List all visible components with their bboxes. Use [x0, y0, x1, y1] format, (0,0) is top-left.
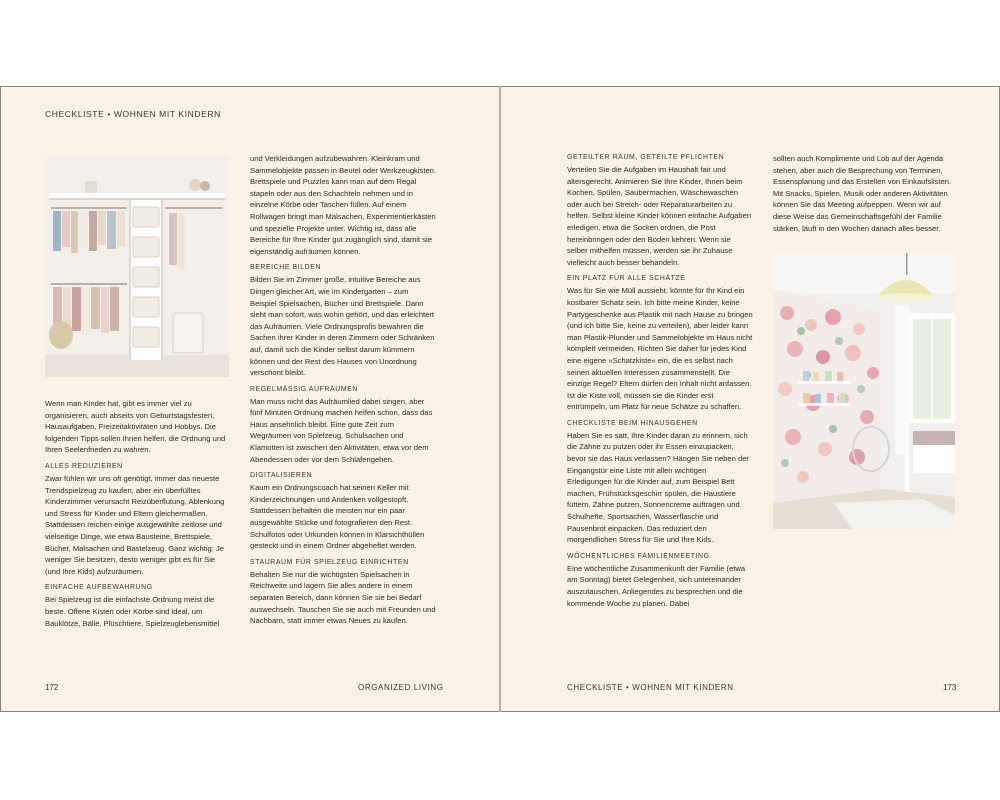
- left-column-1: [45, 398, 231, 629]
- section-heading: DIGITALISIEREN: [250, 472, 313, 480]
- section-body: Was für Sie wie Müll aussieht, könnte für Ihr Kind ein kostbarer Schatz sein. Ich bitte meine Kinder, keine Partygeschenke aus Plastik mit nach Hause zu bringen (und ich bitte Sie, keine zu verteilen), aber leider kann man Plastik-Plunder und Sammelobjekte im Haus nicht komplett vermeiden. Richten Sie daher für jedes Kind eine eigene »Schatzkiste« ein, die es selbst nach seinen aktuellen Interessen zusammenstellt. Die einzige Regel? Eltern dürfen den Inhalt nicht anfassen. Ist die Kiste voll, müssen sie die Kinder erst entrümpeln, um Platz für neue Schätze zu schaffen.: [567, 286, 753, 412]
- running-foot-right: CHECKLISTE • WOHNEN MIT KINDERN: [567, 683, 734, 692]
- page-number-left: 172: [45, 683, 59, 692]
- closet-photo: [45, 155, 229, 377]
- section-body: Bei Spielzeug ist die einfachste Ordnung meist die beste. Offene Kisten oder Körbe sind ideal, um Bauklötze, Bälle, Plüschtiere, Spielzeuglebensmittel: [45, 595, 220, 628]
- section-body: Kaum ein Ordnungscoach hat seinen Keller mit Kinderzeichnungen und Andenken vollgestopft. Stattdessen behalten die meisten nur ein paar ausgewählte Stücke und fotografieren den Rest. Schulfotos oder Urkunden können in Klarsichthüllen gesteckt und in einem Ordner abgeheftet werden.: [250, 483, 425, 551]
- section-heading: ALLES REDUZIEREN: [45, 462, 123, 470]
- section-body: Zwar fühlen wir uns oft genötigt, immer das neueste Trendspielzeug zu kaufen, aber ein überfülltes Kinderzimmer verursacht Reizüberflutung, Ablenkung und Stress für Kinder und Eltern gleichermaßen. Stattdessen reichen einige ausgewählte zeitlose und vielseitige Dinge, wie etwa Bausteine, Brettspiele, Bücher, Malsachen und Bastelzeug. Ganz wichtig: Je weniger Sie besitzen, desto weniger gibt es für Sie (und Ihre Kids) aufzuräumen.: [45, 473, 225, 576]
- left-column-2: [250, 153, 436, 627]
- left-page: [0, 86, 501, 712]
- nursery-illustration: [773, 253, 955, 529]
- page-number-right: 173: [943, 683, 957, 692]
- continued-paragraph: und Verkleidungen aufzubewahren. Kleinkram und Sammelobjekte passen in Beutel oder Werkzeugkisten. Brettspiele und Puzzles kann man auf dem Regal stapeln oder aus den Schachteln nehmen und in einzelne Körbe oder Taschen füllen. Auf einem Rollwagen bringt man Malsachen, Experimentierkästen und spezielle Projekte unter. Wichtig ist, dass alle Bereiche für Ihre Kinder gut zugänglich sind, damit sie eigenständig aufräumen können.: [250, 154, 437, 256]
- section-heading: EINFACHE AUFBEWAHRUNG: [45, 584, 153, 592]
- section-body: Bilden Sie im Zimmer große, intuitive Bereiche aus Dingen gleicher Art, wie im Kindergarten – zum Beispiel Spielsachen, Bücher und Brettspiele. Dann sieht man sofort, was wohin gehört, und das erleichtert das Aufräumen. Viele Ordnungsprofis bewahren die Sachen ihrer Kinder in deren Zimmern oder Schränken auf, damit sich die Kinder selbst darum kümmern können und der Rest des Hauses von Unordnung verschont bleibt.: [250, 275, 435, 378]
- nursery-photo: [773, 253, 955, 529]
- book-spine-gutter: [499, 86, 501, 712]
- section-body: Eine wöchentliche Zusammenkunft der Familie (etwa am Sonntag) bietet Gelegenheit, sich untereinander auszutauschen, Anliegendes zu besprechen und die kommende Woche zu planen. Dabei: [567, 563, 746, 608]
- right-page: [500, 86, 1000, 712]
- running-head-left: CHECKLISTE • WOHNEN MIT KINDERN: [45, 109, 221, 119]
- section-body: Behalten Sie nur die wichtigsten Spielsachen in Reichweite und lagern Sie alles andere in einem separaten Bereich, dann können Sie sie bei Bedarf auswechseln. Tauschen Sie sie auch mit Freunden und Nachbarn, statt immer etwas Neues zu kaufen.: [250, 569, 436, 626]
- section-heading: EIN PLATZ FÜR ALLE SCHÄTZE: [567, 275, 686, 283]
- continued-paragraph: sollten auch Komplimente und Lob auf der Agenda stehen, aber auch die Besprechung von Terminen, Essensplanung und das Erstellen von Einkaufslisten. Mit Snacks, Spielen, Musik oder anderen Aktivitäten können Sie das Meeting aufpeppen. Wenn wir auf diese Weise das Gemeinschaftsgefühl der Familie stärken, läuft in den Wochen danach alles besser.: [773, 154, 952, 233]
- book-title-footer: ORGANIZED LIVING: [358, 683, 444, 692]
- section-heading: GETEILTER RAUM, GETEILTE PFLICHTEN: [567, 154, 725, 161]
- closet-illustration: [45, 155, 229, 377]
- section-heading: WÖCHENTLICHES FAMILIENMEETING: [567, 552, 710, 560]
- section-heading: STAURAUM FÜR SPIELZEUG EINRICHTEN: [250, 558, 409, 566]
- section-body: Verteilen Sie die Aufgaben im Haushalt fair und altersgerecht. Animieren Sie Ihre Kinder, Ihnen beim Kochen, Spülen, Saubermachen, Wäschewaschen oder auch bei Streich- oder Reparaturarbeiten zu helfen. Selbst kleine Kinder können einfache Aufgaben erledigen, etwa die Socken ordnen, die Post hereinbringen oder den Boden kehren. Wenn sie selber mithelfen müssen, werden sie ihr Zuhause vielleicht auch besser behandeln.: [567, 165, 752, 267]
- section-heading: CHECKLISTE BEIM HINAUSGEHEN: [567, 419, 698, 427]
- intro-paragraph: Wenn man Kinder hat, gibt es immer viel zu organisieren, auch abseits von Geburtstagsfesten, Hausaufgaben, Freizeitaktivitäten und Hobbys. Die folgenden Tipps sollen Ihnen helfen, die Ordnung und Ihren Seelenfrieden zu wahren.: [45, 399, 226, 455]
- section-heading: REGELMÄSSIG AUFRÄUMEN: [250, 385, 358, 393]
- section-body: Haben Sie es satt, Ihre Kinder daran zu erinnern, sich die Zähne zu putzen oder ihr Essen einzupacken, bevor sie das Haus verlassen? Hängen Sie neben der Eingangstür eine Liste mit allen wichtigen Erledigungen für die Kinder auf, zum Beispiel Bett machen, Frühstücksgeschirr spülen, die Haustiere füttern, Zähne putzen, Sonnencreme auftragen und Schulhefte, Sportsachen, Wasserflasche und Pausenbrot einpacken. Das reduziert den morgendlichen Stress für Sie und Ihre Kids.: [567, 430, 749, 545]
- section-body: Man muss nicht das Aufräumlied dabei singen, aber fünf Minuten Ordnung machen helfen schon, dass das Haus ansehnlich bleibt. Eine gute Zeit zum Wegräumen von Spielzeug, Schulsachen und Klamotten ist zwischen den Aktivitäten, etwa vor dem Abendessen oder vor dem Schlafengehen.: [250, 396, 433, 464]
- right-column-1: [567, 153, 753, 609]
- section-heading: BEREICHE BILDEN: [250, 264, 322, 272]
- right-column-2: [773, 153, 959, 234]
